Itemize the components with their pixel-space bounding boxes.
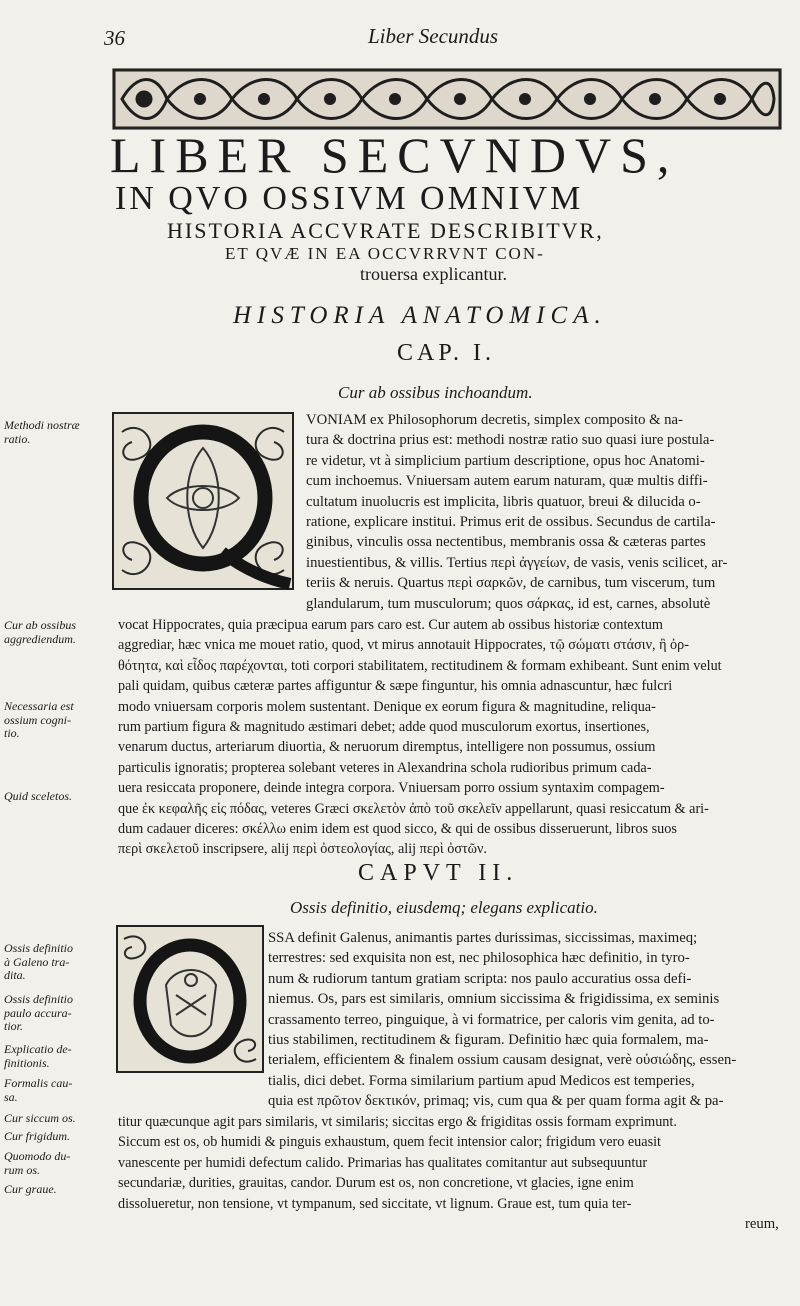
text-line: cultatum inuolucris est implicita, libris quatuor, breui & dilucida o- [306, 493, 701, 510]
text-line: teriis & neruis. Quartus περὶ σαρκῶν, de carnibus, tum viscerum, tum [306, 575, 716, 592]
catchword-line: reum, [745, 1216, 779, 1232]
chapter1-text-top [306, 410, 727, 594]
text-line: ratione, explicare institui. Primus erit de ossibus. Secundus de cartila- [306, 513, 716, 530]
margin-note: Methodi nostræ ratio. [4, 418, 80, 446]
chapter1-text-indent [306, 594, 710, 614]
text-line: modo vniuersam corporis molem sustentant. Denique ex eorum figura & magnitudine, reliqua- [118, 698, 656, 715]
running-head: Liber Secundus [368, 24, 499, 48]
catchword [745, 1214, 779, 1234]
text-line: num & rudiorum tantum gratiam scripta: nos paulo accuratius ossa defi- [268, 970, 692, 987]
chapter1-heading: CAP. I. [397, 340, 496, 366]
text-line: vocat Hippocrates, quia præcipua earum pars caro est. Cur autem ab ossibus historiæ contextum [118, 617, 663, 633]
margin-note: Explicatio de- finitionis. [4, 1042, 72, 1070]
text-line: crassamento terreo, pinguique, à vi formatrice, per caloris vim genita, ad to- [268, 1011, 715, 1028]
ornamental-headpiece [112, 68, 782, 130]
chapter1-text-full [118, 615, 722, 860]
chapter2-subtitle: Ossis definitio, eiusdemq; elegans explicatio. [290, 898, 598, 917]
text-line: uera resiccata proponere, deinde integra corpora. Vniuersam porro ossium syntaxim compagem- [118, 780, 665, 797]
text-line: dissolueretur, non tensione, vt tympanum, sed siccitate, vt lignum. Graue est, tum quia ter- [118, 1195, 632, 1212]
book-title: LIBER SECVNDVS, [110, 127, 679, 183]
chapter2-heading: CAPVT II. [358, 860, 519, 886]
text-line: tura & doctrina prius est: methodi nostræ ratio suo quasi iure postula- [306, 432, 715, 449]
margin-note: Formalis cau- sa. [4, 1076, 73, 1104]
text-line: tius stabilimen, rectitudinem & figuram. Definitio hæc quia formalem, ma- [268, 1031, 709, 1048]
text-line: venarum ductus, arteriarum diuortia, & neruorum diremptus, intelligere non possumus, ossium [118, 739, 656, 756]
text-line: θότητα, καὶ εἶδος παρέχονται, toti corpori stabilitatem, rectitudinem & formam exhibeant. Sunt enim velut [118, 657, 722, 674]
margin-note: Ossis definitio à Galeno tra- dita. [4, 941, 74, 983]
text-line: VONIAM ex Philosophorum decretis, simplex composito & na- [306, 412, 683, 428]
text-line: niemus. Os, pars est similaris, omnium siccissima & frigidissima, ex seminis [268, 991, 720, 1008]
margin-note: Cur frigidum. [4, 1129, 71, 1143]
text-line: quia est πρῶτον δεκτικόν, primaq; vis, cum qua & per quam forma agit & pa- [268, 1093, 724, 1110]
text-line: περὶ σκελετοῦ inscripsere, alij περὶ ὀστεολογίας, alij περὶ ὀστῶν. [118, 841, 487, 858]
margin-note: Quid sceletos. [4, 789, 72, 803]
chapter2-text-full [118, 1112, 677, 1214]
text-line: inuestientibus, & villis. Tertius περὶ ἀγγείων, de vasis, venis scilicet, ar- [306, 554, 728, 571]
text-line: re videtur, vt à simplicium partium descriptione, opus hoc Anatomi- [306, 452, 705, 469]
text-line: dum cadauer diceres: σκέλλω enim idem est quod sicco, & qui de ossibus disseruerunt, libros suos [118, 820, 677, 837]
book-title-line2: IN QVO OSSIVM OMNIVM [115, 180, 584, 217]
text-line: pali quidam, quibus cæteræ partes affiguntur & sæpe finguntur, his omnia adnascuntur, hæc fulcri [118, 678, 673, 695]
text-line: ginibus, vinculis ossa nectentibus, membranis ossa & cæteras partes [306, 534, 706, 551]
text-line: tialis, dici debet. Forma similarium partium apud Medicos est temperies, [268, 1072, 695, 1089]
text-line: particulis ignoratis; propterea solebant veteres in Alexandrina schola rudioribus primum cada- [118, 759, 652, 776]
text-line: titur quæcunque agit pars similaris, vt similaris; siccitas ergo & frigiditas ossis formam exprimunt. [118, 1114, 677, 1130]
book-title-line3: HISTORIA ACCVRATE DESCRIBITVR, [167, 218, 604, 243]
text-line: aggrediar, hæc vnica me mouet ratio, quod, vt mirus annotauit Hippocrates, τῷ σώματι στάσιν, ἢ ὀρ- [118, 637, 689, 654]
text-line: SSA definit Galenus, animantis partes durissimas, siccissimas, maximeq; [268, 930, 698, 946]
book-title-line5: trouersa explicantur. [360, 264, 507, 284]
decorated-initial-q [112, 412, 294, 590]
margin-note: Cur graue. [4, 1182, 57, 1196]
chapter2-text-top [268, 928, 736, 1112]
text-line: vanescente per humidi defectum calido. Primarias has qualitates comitantur aut subsequuntur [118, 1154, 648, 1171]
text-line: rum partium figura & magnitudo æstimari debet; adde quod musculorum exortus, insertiones, [118, 718, 650, 735]
text-line: Siccum est os, ob humidi & pinguis exhaustum, quem fecit intensior calor; frigidum vero euasit [118, 1134, 661, 1151]
margin-note: Quomodo du- rum os. [4, 1149, 71, 1177]
margin-note: Cur ab ossibus aggrediendum. [4, 618, 77, 646]
page-number: 36 [104, 26, 125, 50]
text-line: terialem, efficientem & finalem ossium causam designat, verè οὐσιώδης, essen- [268, 1052, 737, 1069]
margin-note: Necessaria est ossium cogni- tio. [4, 699, 74, 741]
chapter1-subtitle: Cur ab ossibus inchoandum. [338, 383, 533, 402]
book-title-line4: ET QVÆ IN EA OCCVRRVNT CON- [225, 244, 545, 263]
text-line: secundariæ, durities, grauitas, candor. Durum est os, non concretione, vt glacies, igne enim [118, 1175, 634, 1192]
margin-note: Ossis definitio paulo accura- tior. [4, 992, 74, 1034]
text-line: que ἐκ κεφαλῆς εἰς πόδας, veteres Græci σκελετὸν ἀπὸ τοῦ σκελεῖν appellarunt, quasi resiccatum & ari- [118, 800, 709, 817]
text-line: glandularum, tum musculorum; quos σάρκας, id est, carnes, absolutè [306, 596, 711, 612]
margin-note: Cur siccum os. [4, 1111, 76, 1125]
section-title: HISTORIA ANATOMICA. [233, 302, 607, 329]
text-line: terrestres: sed exquisita non est, nec philosophica hæc definitio, in tyro- [268, 950, 690, 967]
decorated-initial-o [116, 925, 264, 1073]
text-line: cum inchoemus. Vniuersam autem earum naturam, quæ multis diffi- [306, 473, 708, 490]
